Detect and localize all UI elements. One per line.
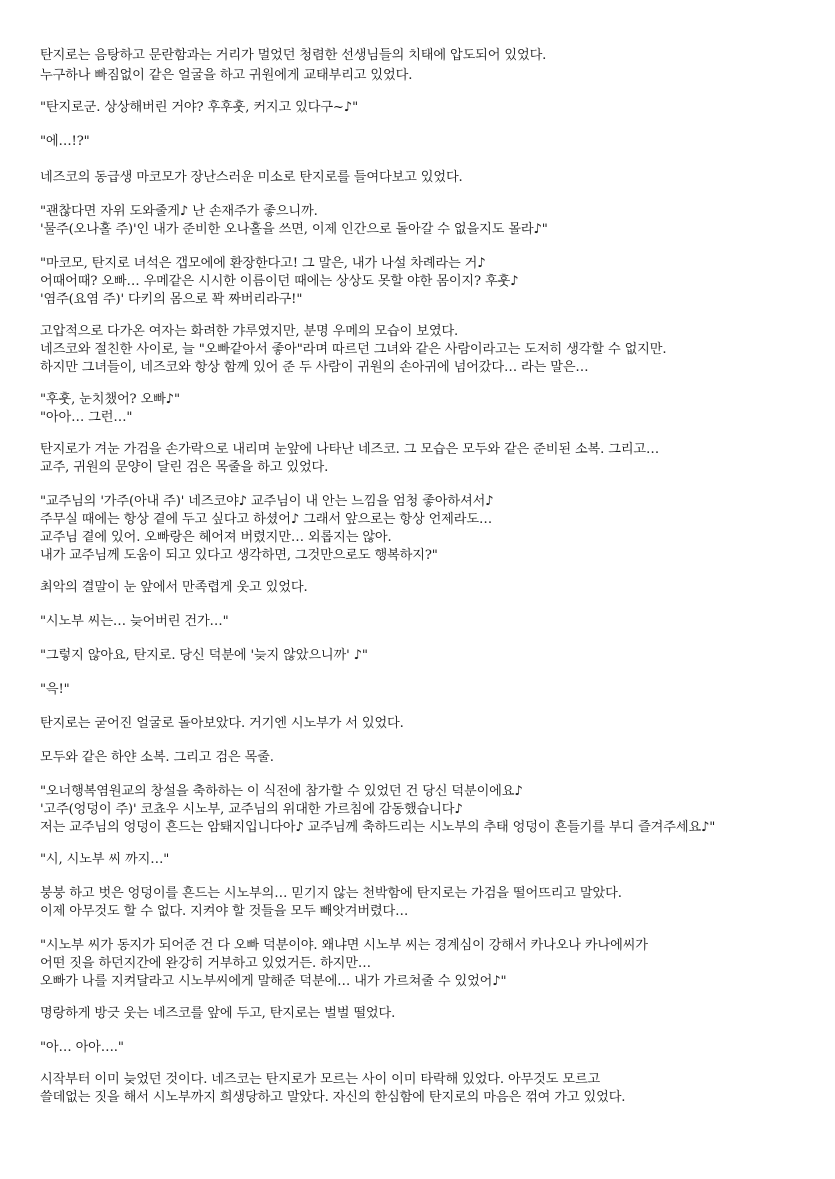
- text-line: 네즈코와 절친한 사이로, 늘 "오빠같아서 좋아"라며 따르던 그녀와 같은 사람이라고는 도저히 생각할 수 없지만.: [40, 342, 667, 357]
- text-line: 고압적으로 다가온 여자는 화려한 갸루였지만, 분명 우메의 모습이 보였다.: [40, 324, 459, 339]
- dialogue-line: "아아… 그런…": [40, 410, 133, 425]
- text-line: 붕붕 하고 벗은 엉덩이를 흔드는 시노부의… 믿기지 않는 천박함에 탄지로는 가검을 떨어뜨리고 말았다.: [40, 886, 622, 901]
- dialogue-line: "마코모, 탄지로 녀석은 갭모에에 환장한다고! 그 말은, 내가 나설 차례라는 거♪: [40, 256, 486, 271]
- dialogue-line: 저는 교주님의 엉덩이 흔드는 암퇘지입니다아♪ 교주님께 축하드리는 시노부의 추태 엉덩이 흔들기를 부디 즐겨주세요♪": [40, 820, 716, 835]
- text-line: 누구하나 빠짐없이 같은 얼굴을 하고 귀원에게 교태부리고 있었다.: [40, 68, 413, 83]
- dialogue-line: "그렇지 않아요, 탄지로. 당신 덕분에 '늦지 않았으니까' ♪": [40, 648, 368, 663]
- text-line: 명랑하게 방긋 웃는 네즈코를 앞에 두고, 탄지로는 벌벌 떨었다.: [40, 1006, 396, 1021]
- text-line: 최악의 결말이 눈 앞에서 만족렵게 웃고 있었다.: [40, 580, 308, 595]
- text-line: 탄지로는 음탕하고 문란함과는 거리가 멀었던 청렴한 선생님들의 치태에 압도되어 있었다.: [40, 48, 547, 63]
- dialogue-line: '염주(요염 주)' 다키의 몸으로 꽉 짜버리라구!": [40, 292, 303, 307]
- text-line: 쓸데없는 짓을 해서 시노부까지 희생당하고 말았다. 자신의 한심함에 탄지로의 마음은 꺾여 가고 있었다.: [40, 1090, 626, 1105]
- dialogue-line: 주무실 때에는 항상 곁에 두고 싶다고 하셨어♪ 그래서 앞으로는 항상 언제라도…: [40, 512, 492, 527]
- text-line: 모두와 같은 하얀 소복. 그리고 검은 목줄.: [40, 750, 274, 765]
- dialogue-line: 오빠가 나를 지켜달라고 시노부씨에게 말해준 덕분에… 내가 가르쳐줄 수 있었어♪": [40, 974, 507, 989]
- text-line: 시작부터 이미 늦었던 것이다. 네즈코는 탄지로가 모르는 사이 이미 타락해 있었다. 아무것도 모르고: [40, 1072, 601, 1087]
- text-line: 탄지로는 굳어진 얼굴로 돌아보았다. 거기엔 시노부가 서 있었다.: [40, 716, 404, 731]
- text-line: 하지만 그녀들이, 네즈코와 항상 함께 있어 준 두 사람이 귀원의 손아귀에 넘어갔다… 라는 말은…: [40, 360, 589, 375]
- dialogue-line: 교주님 곁에 있어. 오빠랑은 헤어져 버렸지만… 외롭지는 않아.: [40, 530, 392, 545]
- dialogue-line: "시, 시노부 씨 까지…": [40, 852, 170, 867]
- dialogue-line: 어떤 짓을 하던지간에 완강히 거부하고 있었거든. 하지만…: [40, 956, 371, 971]
- dialogue-line: "시노부 씨는… 늦어버린 건가…": [40, 614, 229, 629]
- dialogue-line: "윽!": [40, 682, 70, 697]
- dialogue-line: 내가 교주님께 도움이 되고 있다고 생각하면, 그것만으로도 행복하지?": [40, 548, 438, 563]
- dialogue-line: "아… 아아….": [40, 1040, 124, 1055]
- dialogue-line: "교주님의 '가주(아내 주)' 네즈코야♪ 교주님이 내 안는 느낌을 엄청 좋아하셔서♪: [40, 494, 494, 509]
- dialogue-line: "시노부 씨가 동지가 되어준 건 다 오빠 덕분이야. 왜냐면 시노부 씨는 경계심이 강해서 카나오나 카나에씨가: [40, 938, 648, 953]
- dialogue-line: "에…!?": [40, 134, 90, 149]
- dialogue-line: 어때어때? 오빠… 우메같은 시시한 이름이던 때에는 상상도 못할 야한 몸이지? 후훗♪: [40, 274, 519, 289]
- dialogue-line: '고주(엉덩이 주)' 코쵸우 시노부, 교주님의 위대한 가르침에 감동했습니다♪: [40, 802, 463, 817]
- text-line: 이제 아무것도 할 수 없다. 지켜야 할 것들을 모두 빼앗겨버렸다…: [40, 904, 409, 919]
- dialogue-line: "괜찮다면 자위 도와줄게♪ 난 손재주가 좋으니까.: [40, 204, 318, 219]
- dialogue-line: "오너행복염원교의 창설을 축하하는 이 식전에 참가할 수 있었던 건 당신 덕분이에요♪: [40, 784, 523, 799]
- document-page: [40, 0, 820, 1179]
- dialogue-line: "탄지로군. 상상해버린 거야? 후후훗, 커지고 있다구~♪": [40, 100, 358, 115]
- text-line: 탄지로가 겨눈 가검을 손가락으로 내리며 눈앞에 나타난 네즈코. 그 모습은 모두와 같은 준비된 소복. 그리고…: [40, 442, 660, 457]
- dialogue-line: '물주(오나홀 주)'인 내가 준비한 오나홀을 쓰면, 이제 인간으로 돌아갈 수 없을지도 몰라♪": [40, 222, 548, 237]
- dialogue-line: "후훗, 눈치챘어? 오빠♪": [40, 392, 180, 407]
- text-line: 네즈코의 동급생 마코모가 장난스러운 미소로 탄지로를 들여다보고 있었다.: [40, 170, 463, 185]
- text-line: 교주, 귀원의 문양이 달린 검은 목줄을 하고 있었다.: [40, 460, 329, 475]
